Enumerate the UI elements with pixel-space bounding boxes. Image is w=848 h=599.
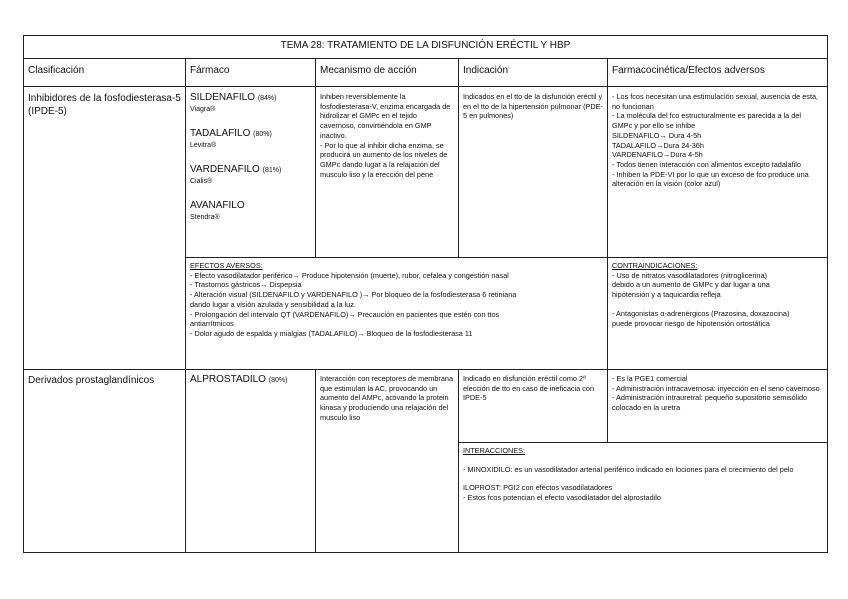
efectos-adversos — [186, 258, 608, 370]
drug-alprostadilo: ALPROSTADILO (80%) — [190, 374, 288, 385]
pk-line: VARDENAFILO→Dura 4-5h — [612, 150, 703, 160]
contra-title: CONTRAINDICACIONES: — [612, 261, 698, 270]
pk-line: - Administración intracavernosa: inyección en el seno cavernoso — [612, 383, 820, 393]
efecto-line: - Efecto vasodilatador periférico→ Produce hipotensión (muerte), rubor, cefalea y congestión nasal — [190, 270, 509, 280]
prosta-mecanismo: Interacción con receptores de membrana que estimulan la AC, provocando un aumento del AMPc, activando la protein kinasa y produciendo una relajación del musculo liso — [316, 370, 459, 553]
document-page — [23, 35, 827, 553]
header-mecanismo: Mecanismo de acción — [316, 59, 459, 87]
spacer — [463, 456, 823, 465]
header-indicacion: Indicación — [459, 59, 608, 87]
contra-line: - Uso de nitratos vasodilatadores (nitroglicerina) — [612, 270, 767, 280]
brand-viagra: Viagra® — [190, 106, 216, 113]
pde5-farmacocinetica — [608, 87, 828, 258]
pde5-mecanismo: Inhiben reversiblemente la fosfodiesterasa-V, enzima encargada de hidrolizar el GMPc en el tejido cavernoso, convirtiéndola en GMP inactivo. - Por lo que al inhibir dicha enzima, se producirá un aumento de los niveles de GMPc dando lugar a la relajación del musculo liso y la erección del pene — [316, 87, 459, 258]
efecto-line: - Dolor agudo de espalda y mialgias (TADALAFILO)→ Bloqueo de la fosfodiesterasa 11 — [190, 328, 473, 338]
interacciones-title: INTERACCIONES: — [463, 446, 526, 455]
pk-line: - Inhiben la PDE-VI por lo que un exceso de fco produce una alteración en la visión (color azul) — [612, 169, 809, 189]
drug-tadalafilo: TADALAFILO (80%) — [190, 128, 272, 139]
pk-line: - Todos tienen interacción con alimentos excepto tadalafilo — [612, 159, 801, 169]
efecto-line: antiarrítmicos — [190, 319, 234, 329]
contra-line: puede provocar riesgo de hipotensión ortostática — [612, 318, 770, 328]
pk-line: SILDENAFILO→ Dura 4-5h — [612, 130, 702, 140]
prosta-clasificacion: Derivados prostaglandínicos — [24, 370, 186, 553]
spacer — [612, 300, 823, 309]
efecto-line: - Trastornos gástricos→ Dispepsia — [190, 280, 302, 290]
pde5-clasificacion: Inhibidores de la fosfodiesterasa-5 (IPDE-5) — [24, 87, 186, 370]
drug-table — [23, 35, 828, 553]
pk-line: - La molécula del fco estructuralmente es parecida a la del GMPc y por ello se inhibe — [612, 111, 802, 131]
interacciones — [459, 443, 828, 553]
brand-levitra: Levitra® — [190, 142, 217, 149]
drug-avanafilo: AVANAFILO — [190, 200, 245, 211]
spacer — [463, 474, 823, 483]
header-farmacocinetica: Farmacocinética/Efectos adversos — [608, 59, 828, 87]
prosta-drug — [186, 370, 316, 553]
pk-line: - Es la PGE1 comercial — [612, 374, 688, 383]
contraindicaciones — [608, 258, 828, 370]
header-clasificacion: Clasificación — [24, 59, 186, 87]
pde5-indicacion: Indicados en el tto de la disfunción eréctil y en el tto de la hipertensión pulmonar (PDE-5 en pulmones) — [459, 87, 608, 258]
contra-line: debido a un aumento de GMPc y dar lugar a una — [612, 280, 770, 290]
efectos-title: EFECTOS AVERSOS: — [190, 261, 263, 270]
interaccion-line: - Estos fcos potencian el efecto vasodilatador del alprostadilo — [463, 493, 661, 503]
prosta-farmacocinetica — [608, 370, 828, 443]
pk-line: - Administración intrauretral: pequeño supositorio semisólido colocado en la uretra — [612, 393, 808, 413]
interaccion-line: ILOPROST: PGI2 con efectos vasodilatadores — [463, 483, 613, 493]
brand-stendra: Stendra® — [190, 214, 220, 221]
contra-line: - Antagonistas α-adrenérgicos (Prazosina, doxazocina) — [612, 308, 790, 318]
contra-line: hipotensión y a taquicardia refleja — [612, 290, 721, 300]
efecto-line: - Prolongación del intervalo QT (VARDENAFILO)→ Precaución en pacientes que estén con ttos — [190, 309, 500, 319]
interaccion-line: - MINOXIDILO: es un vasodilatador arterial periférico indicado en lociones para el crecimiento del pelo — [463, 464, 794, 474]
efecto-line: dando lugar a visión azulada y sensibilidad a la luz. — [190, 299, 356, 309]
pk-line: TADALAFILO→Dura 24-36h — [612, 140, 704, 150]
pde5-drug-list — [186, 87, 316, 258]
prosta-indicacion: Indicado en disfunción eréctil como 2ª elección de tto en caso de ineficacia con IPDE-5 — [459, 370, 608, 443]
efecto-line: - Alteración visual (SILDENAFILO y VARDENAFILO )→ Por bloqueo de la fosfodiesterasa 6 retiniana — [190, 290, 517, 300]
table-title: TEMA 28: TRATAMIENTO DE LA DISFUNCIÓN ERÉCTIL Y HBP — [24, 36, 828, 59]
pk-line: - Los fcos necesitan una estimulación sexual, ausencia de esta, no funcionan — [612, 92, 819, 111]
header-farmaco: Fármaco — [186, 59, 316, 87]
drug-sildenafilo: SILDENAFILO (84%) — [190, 92, 277, 103]
drug-vardenafilo: VARDENAFILO (81%) — [190, 164, 282, 175]
brand-cialis: Cialis® — [190, 178, 213, 185]
